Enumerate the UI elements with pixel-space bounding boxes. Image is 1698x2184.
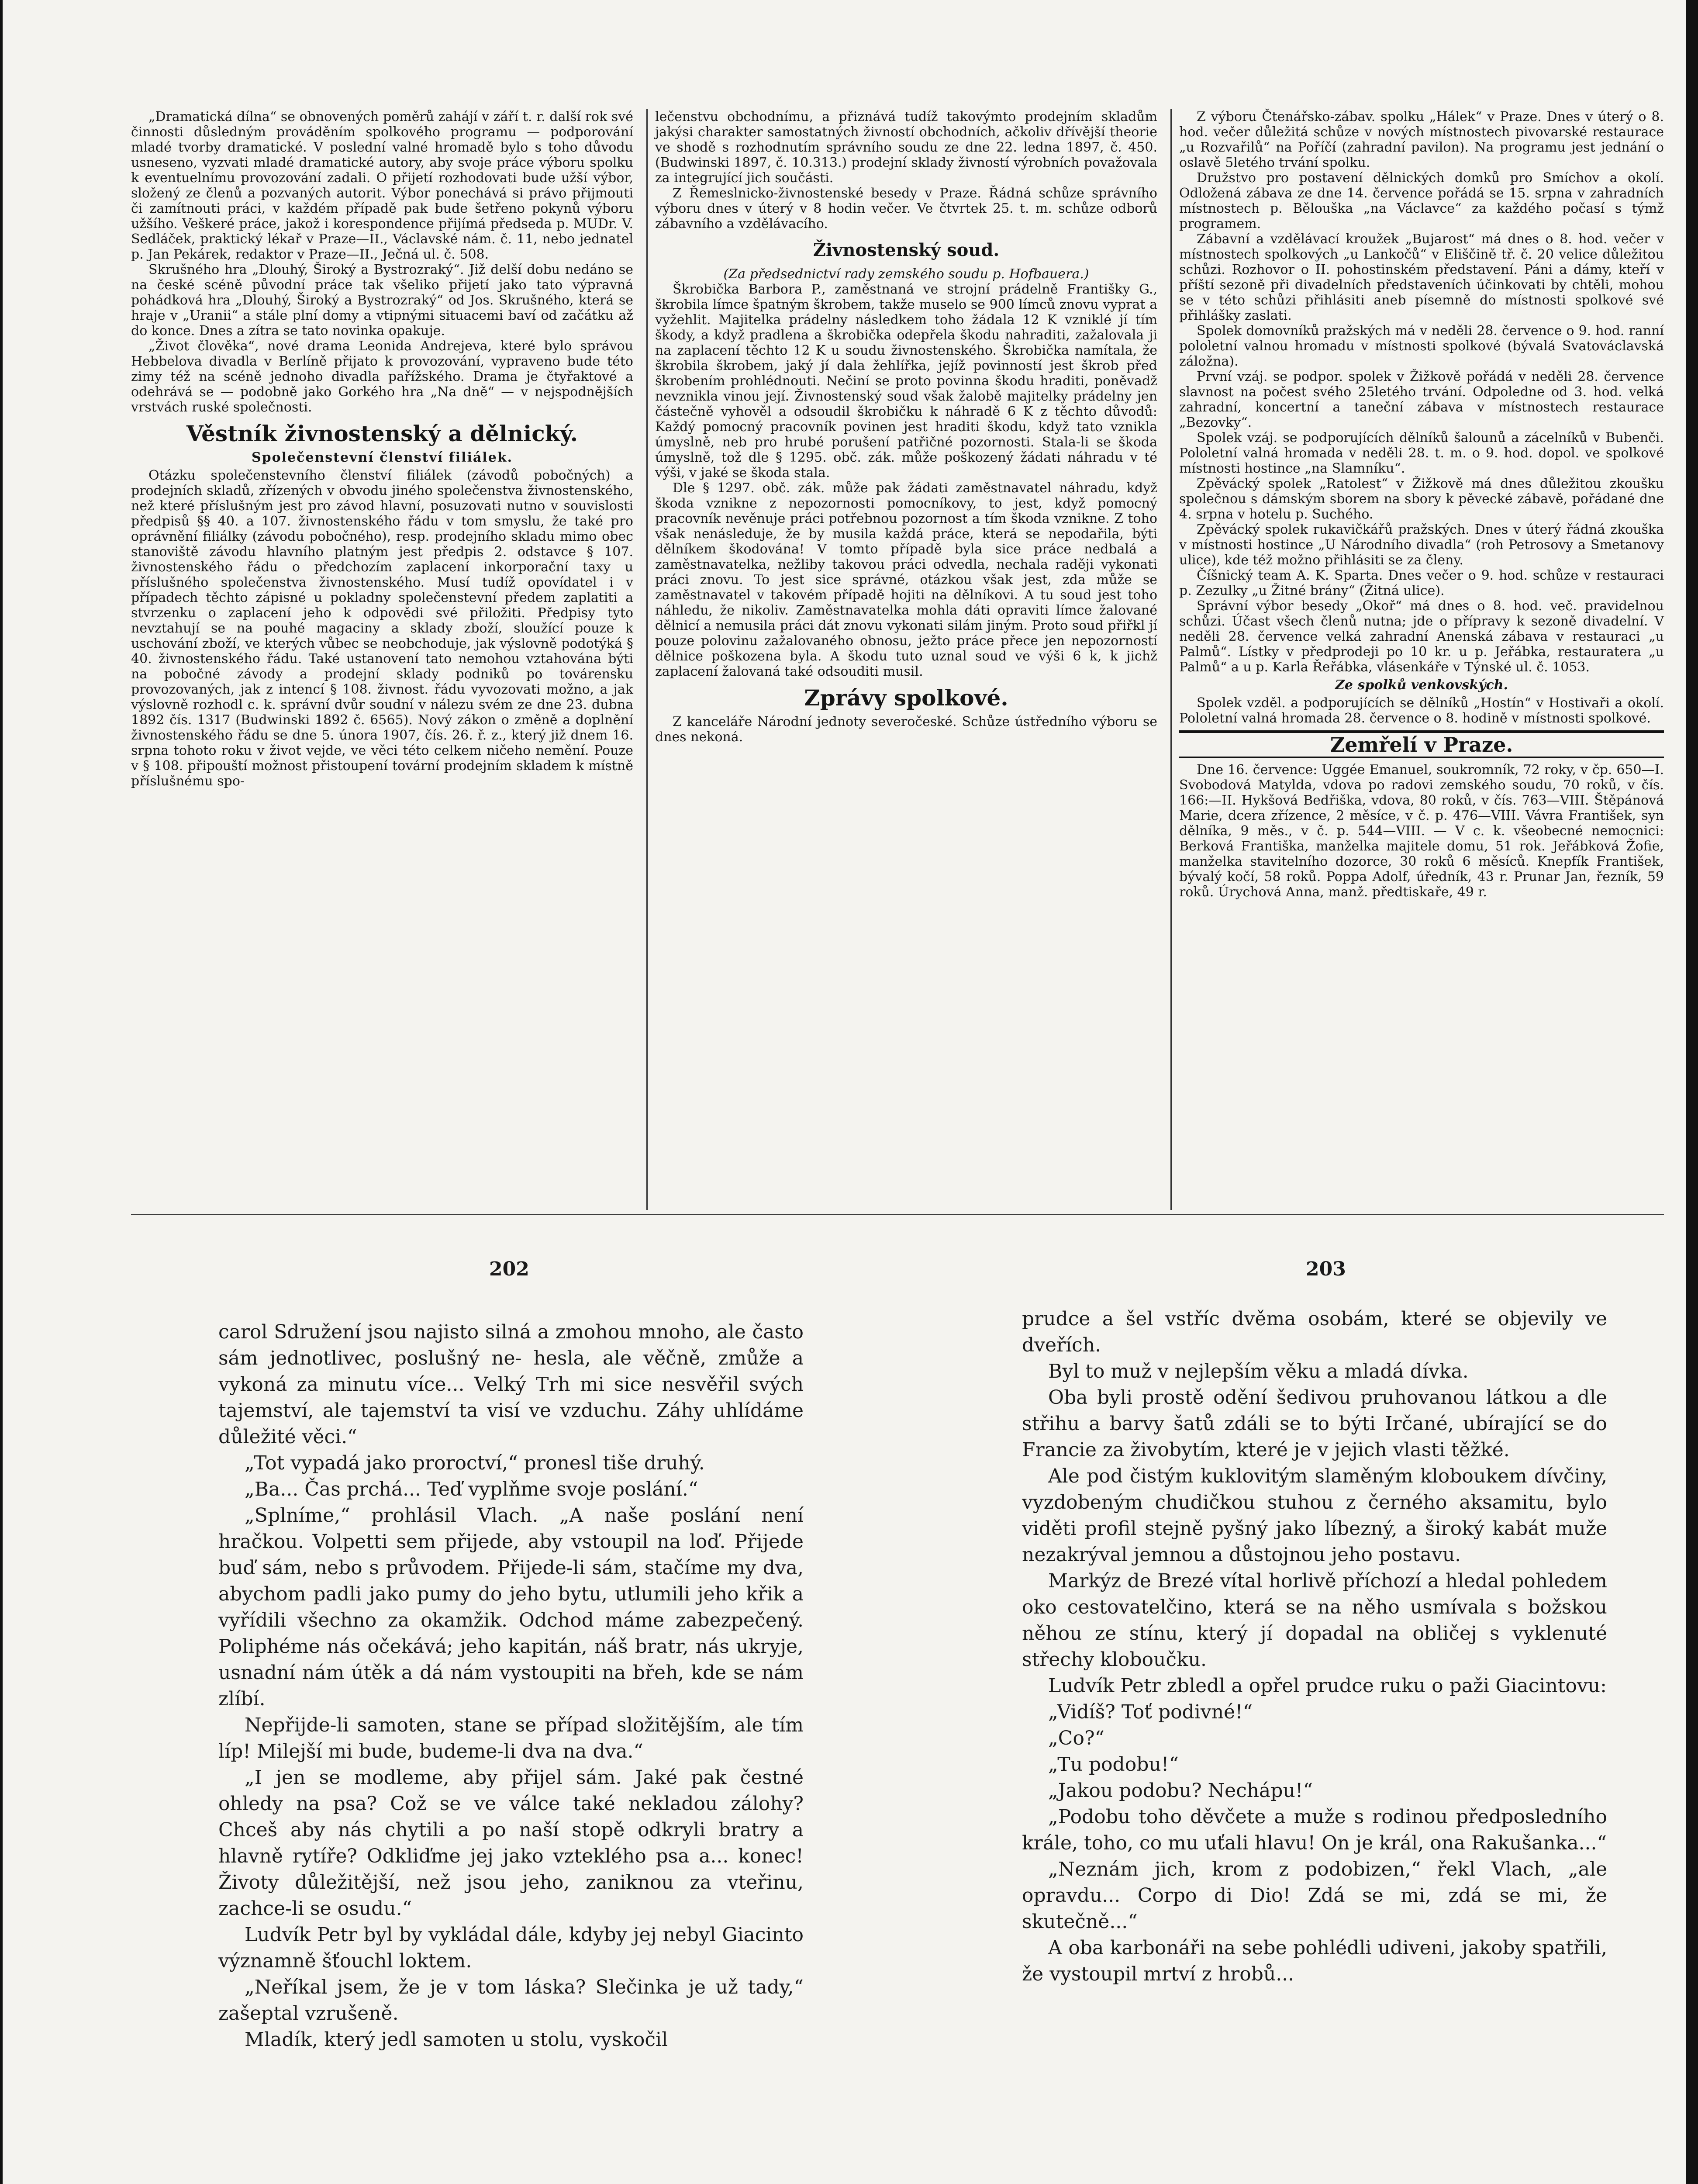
story-paragraph: Ale pod čistým kuklovitým slaměným kloboukem dívčiny, vyzdobeným chudičkou stuhou z černého aksamitu, bylo viděti profil stejně pyšný jako líbezný, a široký kabát muže nezakrýval jemnou a důstojnou jeho postavu. — [1022, 1465, 1607, 1566]
col3-paragraph: Zábavní a vzdělávací kroužek „Bujarost“ má dnes o 8. hod. večer v místnostech spolkových „u Lankočů“ v Eliščině tř. č. 20 velice důležitou schůzi. Rozhovor o II. pohostinském představení. Páni a dámy, kteří v příští sezoně při divadelních představeních účinkovati by chtěli, mohou se v této schůzi přihlásiti aneb písemně do místnosti spolkové své přihlášky zaslati. — [1179, 232, 1664, 323]
story-paragraph: A oba karbonáři na sebe pohlédli udiveni, jakoby spatřili, že vystoupil mrtví z hrobů... — [1022, 1937, 1607, 1985]
story-paragraph: Markýz de Brezé vítal horlivě příchozí a hledal pohledem oko cestovatelčino, která se na něho usmívala s božskou něhou ze stínu, který jí dopadal na obličej s vyklenuté střechy kloboučku. — [1022, 1570, 1607, 1671]
col3-paragraph: Zpěvácký spolek rukavičkářů pražských. Dnes v úterý řádná zkouška v místnosti hostince „U Národního divadla“ (roh Petrosovy a Smetanovy ulice), kde též možno přihlásiti se za členy. — [1179, 522, 1664, 568]
story-paragraph: „Co?“ — [1048, 1727, 1105, 1749]
col3-paragraph: Z výboru Čtenářsko-zábav. spolku „Hálek“ v Praze. Dnes v úterý o 8. hod. večer důležitá schůze v nových místnostech pivovarské restaurace „u Rozvařilů“ na Poříčí (zahradní pavilon). Na programu jest jednání o oslavě 5letého trvání spolku. — [1179, 109, 1664, 170]
deaths-paragraph: Dne 16. července: Uggée Emanuel, soukromník, 72 roky, v čp. 650—I. Svobodová Matylda, vdova po radovi zemského soudu, 70 roků, v čís. 166:—II. Hykšová Bedřiška, vdova, 80 roků, v čís. 763—VIII. Štěpánová Marie, dcera zřízence, 2 měsíce, v č. p. 476—VIII. Vávra František, syn dělníka, 9 měs., v č. p. 544—VIII. — V c. k. všeobecné nemocnici: Berková Františka, manželka majitele domu, 51 rok. Jeřábková Žofie, manželka stavitelního dozorce, 30 roků 6 měsíců. Knepfík František, bývalý kočí, 58 roků. Poppa Adolf, úředník, 43 r. Prunar Jan, řezník, 59 roků. Úrychová Anna, manž. předtiskaře, 49 r. — [1179, 762, 1664, 900]
story-paragraph: prudce a šel vstříc dvěma osobám, které se objevily ve dveřích. — [1022, 1308, 1607, 1356]
col3-paragraph: První vzáj. se podpor. spolek v Žižkově pořádá v neděli 28. července slavnost na počest svého 25letého trvání. Odpoledne od 3. hod. velká zahradní, koncertní a taneční zábava v místnostech restaurace „Bezovky“. — [1179, 369, 1664, 430]
story-paragraph: „Podobu toho děvčete a muže s rodinou předposledního krále, toho, co mu uťali hlavu! On je král, ona Rakušanka...“ — [1022, 1806, 1607, 1854]
story-paragraph: Byl to muž v nejlepším věku a mladá dívka. — [1048, 1360, 1469, 1382]
bottom-rule — [131, 1214, 1664, 1215]
story-paragraph: „Neříkal jsem, že je v tom láska? Slečinka je už tady,“ zašeptal vzrušeně. — [218, 1976, 804, 2025]
page-number-left: 202 — [489, 1258, 529, 1280]
page-edge-left — [0, 0, 3, 2184]
story-left-page — [218, 1319, 804, 2053]
story-paragraph: Oba byli prostě odění šedivou pruhovanou látkou a dle střihu a barvy šatů zdáli se to býti Irčané, ubírající se do Francie za živobytím, které je v jejich vlasti těžké. — [1022, 1386, 1607, 1461]
col3-paragraph: Spolek domovníků pražských má v neděli 28. července o 9. hod. ranní pololetní valnou hromadu v místnosti spolkové (bývalá Svatováclavská záložna). — [1179, 323, 1664, 369]
story-paragraph: Nepřijde-li samoten, stane se případ složitějším, ale tím líp! Milejší mi bude, budeme-li dva na dva.“ — [218, 1714, 804, 1762]
col2-paragraph: lečenstvu obchodnímu, a přiznává tudíž takovýmto prodejním skladům jakýsi charakter samostatných živností obchodních, ačkoliv dřívější theorie ve shodě s rozhodnutím správního soudu ze dne 22. ledna 1897, č. 450. (Budwinski 1897, č. 10.313.) prodejní sklady živností výrobních považovala za integrující jich součásti. — [655, 109, 1157, 186]
section-title-clubs: Zprávy spolkové. — [804, 685, 1008, 711]
story-paragraph: „I jen se modleme, aby přijel sám. Jaké pak čestné ohledy na psa? Což se ve válce také nekladou zálohy? Chceš aby nás chytili a po naší stopě odkryli bratry a hlavně rytíře? Odkliďme jej jako vzteklého psa a... konec! Životy důležitější, než jsou jeho, zaniknou za vteřinu, zachce-li se osudu.“ — [218, 1766, 804, 1920]
story-paragraph: „Tu podobu!“ — [1048, 1753, 1179, 1776]
column-3 — [1179, 109, 1664, 900]
col1-paragraph: „Život člověka“, nové drama Leonida Andrejeva, které bylo správou Hebbelova divadla v Berlíně přijato k provozování, vypraveno bude této zimy též na scéně jednoho divadla pařížského. Drama je čtyřaktové a odehrává se — podobně jako Gorkého hra „Na dně“ — v nejspodnějších vrstvách ruské společnosti. — [131, 339, 633, 415]
sub-head-clenstvi: Společenstevní členství filiálek. — [251, 450, 513, 465]
col3-paragraph: Číšnický team A. K. Sparta. Dnes večer o 9. hod. schůze v restauraci p. Zezulky „u Žitné brány“ (Žitná ulice). — [1179, 568, 1664, 598]
col1-section-paragraph: Otázku společenstevního členství filiálek (závodů pobočných) a prodejních skladů, zřízených v obvodu jiného společenstva živnostenského, než které příslušným jest pro závod hlavní, posuzovati nutno v souvislosti předpisů §§ 40. a 107. živnostenského řádu v tom smyslu, že také pro oprávnění filiálky (závodu pobočného), resp. prodejního skladu mimo obec stanoviště závodu hlavního platným jest předpis 2. odstavce § 107. živnostenského řádu o předchozím zaplacení inkorporační taxy u příslušného společenstva živnostenského. Musí tudíž opovídatel i v případech těchto zápisné u pokladny společenstevní předem zaplatiti a stvrzenku o zaplacení jeho k odpovědi své přiložiti. Předpisy tyto nevztahují se na pouhé magaciny a sklady zboží, sloužící pouze k uschování zboží, ve kterých vůbec se neobchoduje, jak výslovně podotýká § 40. živnostenského řádu. Také ustanovení tato nemohou vztahována býti na pobočné závody a prodejní sklady podniků po továrensku provozovaných, jak z intencí § 108. živnost. řádu vyvozovati možno, a jak výslovně rozhodl c. k. správní dvůr soudní v nálezu svém ze dne 23. dubna 1892 čís. 1317 (Budwinski 1892 č. 6565). Nový zákon o změně a doplnění živnostenského řádu se dne 5. února 1907, čís. 26. ř. z., který již dnem 16. srpna tohoto roku v život vejde, ve věci této celkem ničeho nemění. Pouze v § 108. připouští možnost přistoupení tovární prodejním skladem k místně příslušnému spo- — [131, 468, 633, 789]
story-paragraph: „Ba... Čas prchá... Teď vyplňme svoje poslání.“ — [245, 1478, 698, 1500]
rural-paragraph: Spolek vzděl. a podporujících se dělníků „Hostín“ v Hostivaři a okolí. Pololetní valná hromada 28. července o 8. hodině v místnosti spolkové. — [1179, 695, 1664, 726]
col1-paragraph: „Dramatická dílna“ se obnovených poměrů zahájí v září t. r. další rok své činnosti důsledným prováděním spolkového programu — podporování mladé tvorby dramatické. V poslední valné hromadě bylo s toho důvodu usneseno, vyzvati mladé dramatické autory, aby svoje práce výboru spolku k eventuelnímu provozování zadali. O přijetí rozhodovati bude užší výbor, složený ze členů a pozvaných autorit. Výbor ponechává si právo přijmouti či zamítnouti práci, v každém případě pak bude šetřeno pokynů výboru užšího. Veškeré práce, jakož i korespondence přijímá předseda p. MUDr. V. Sedláček, praktický lékař v Praze—II., Václavské nám. č. 11, nebo jednatel p. Jan Pekárek, redaktor v Praze—II., Ječná ul. č. 508. — [131, 109, 633, 262]
story-right-page — [1022, 1306, 1607, 1987]
clubs-paragraph: Z kanceláře Národní jednoty severočeské. Schůze ústředního výboru se dnes nekoná. — [655, 714, 1157, 745]
page-number-right: 203 — [1306, 1258, 1346, 1280]
column-2 — [655, 109, 1157, 745]
section-title-rural: Ze spolků venkovských. — [1335, 677, 1508, 693]
column-rule — [1170, 109, 1172, 1210]
section-title-vestnik: Věstník živnostenský a dělnický. — [186, 421, 578, 446]
col3-paragraph: Správní výbor besedy „Okoř“ má dnes o 8. hod. več. pravidelnou schůzi. Účast všech členů nutna; jde o přípravy k sezoně divadelní. V neděli 28. července velká zahradní Anenská zábava v restauraci „u Palmů“. Lístky v předprodeji po 10 kr. u p. Jeřábka, restauratera „u Palmů“ a u p. Karla Řeřábka, vlásenkáře v Týnské ul. č. 1053. — [1179, 598, 1664, 675]
court-paragraph: Dle § 1297. obč. zák. může pak žádati zaměstnavatel náhradu, když škoda vznikne z nepozornosti pomocníkovy, to jest, když pomocný pracovník nevěnuje práci potřebnou pozornost a tím škoda vznikne. Z toho však nenásleduje, že by musila každá práce, která se nepodařila, býti dělníkem škodována! V tomto případě byla sice práce nedbalá a zaměstnavatelka, nežliby takovou práci odvedla, nechala raději vykonati práci znovu. To jest sice správné, otázkou však jest, zda může se zaměstnavatel v takovém případě hojiti na dělníkovi. A tu soud jest toho náhledu, že nikoliv. Zaměstnavatelka mohla dáti opraviti límce žalované dělnicí a nemusila práci dát znovu vykonati silám jiným. Proto soud přiřkl jí pouze polovinu zažalovaného obnosu, ježto práce přece jen nepozorností dělnice poškozena byla. A škodu tuto uznal soud ve výši 6 k, k jichž zaplacení žalovaná také odsouditi musil. — [655, 480, 1157, 679]
story-paragraph: carol Sdružení jsou najisto silná a zmohou mnoho, ale často sám jednotlivec, poslušný ne- hesla, ale věčně, zmůže a vykoná za minutu více... Velký Trh mi sice nesvěřil svých tajemství, ale tajemství ta visí ve vzduchu. Záhy uhlídáme důležité věci.“ — [218, 1321, 804, 1448]
story-paragraph: „Neznám jich, krom z podobizen,“ řekl Vlach, „ale opravdu... Corpo di Dio! Zdá se mi, zdá se mi, že skutečně...“ — [1022, 1858, 1607, 1933]
page-edge-right — [1686, 0, 1698, 2184]
story-paragraph: „Jakou podobu? Nechápu!“ — [1048, 1780, 1313, 1802]
col2-paragraph: Z Řemeslnicko-živnostenské besedy v Praze. Řádná schůze správního výboru dnes v úterý v 8 hodin večer. Ve čtvrtek 25. t. m. schůze odborů zábavního a vzdělávacího. — [655, 186, 1157, 232]
col3-paragraph: Spolek vzáj. se podporujících dělníků šalounů a zácelníků v Bubenči. Pololetní valná hromada v neděli 28. t. m. o 9. hod. dopol. ve spolkové místnosti hostince „na Slamníku“. — [1179, 430, 1664, 476]
story-paragraph: „Splníme,“ prohlásil Vlach. „A naše poslání není hračkou. Volpetti sem přijede, aby vstoupil na loď. Přijede buď sám, nebo s průvodem. Přijede-li sám, stačíme my dva, abychom padli jako pumy do jeho bytu, utlumili jeho křik a vyřídili všechno za okamžik. Odchod máme zabezpečený. Poliphéme nás očekává; jeho kapitán, náš bratr, nás ukryje, usnadní nám útěk a dá nám vystoupiti na břeh, kde se nám zlíbí. — [218, 1504, 804, 1710]
col3-paragraph: Zpěvácký spolek „Ratolest“ v Žižkově má dnes důležitou zkoušku společnou s dámským sborem na sbory k pěvecké zábavě, pořádané dne 4. srpna v hotelu p. Suchého. — [1179, 476, 1664, 522]
column-rule — [646, 109, 648, 1210]
story-paragraph: „Vidíš? Toť podivné!“ — [1048, 1701, 1253, 1723]
column-1 — [131, 109, 633, 789]
section-title-deaths: Zemřelí v Praze. — [1179, 730, 1664, 758]
section-title-court: Živnostenský soud. — [813, 240, 1000, 260]
story-paragraph: Mladík, který jedl samoten u stolu, vyskočil — [245, 2028, 668, 2051]
court-paragraph: Škrobička Barbora P., zaměstnaná ve strojní prádelně Františky G., škrobila límce špatným škrobem, takže muselo se 900 límců znovu vyprat a vyžehlit. Majitelka prádelny následkem toho žádala 12 K vzniklé jí tím škody, a když pradlena a škrobička odepřela škodu nahraditi, zažalovala ji na zaplacení těchto 12 K u soudu živnostenského. Škrobička namítala, že škrobila škrobem, jaký jí dala žehlířka, jejíž povinností jest škrob před škrobením prohlédnouti. Nečiní se proto povinna škodu hraditi, poněvadž nevznikla vinou její. Živnostenský soud však žalobě majitelky prádelny jen částečně vyhověl a odsoudil škrobičku k náhradě 6 K z těchto důvodů: Každý pomocný pracovník povinen jest hraditi škodu, když tato vznikla úmyslně, neb pro hrubé porušení patřičné pozornosti. Stala-li se škoda úmyslně, tož dle § 1295. obč. zák. může poškozený žádati náhradu v té výši, v jaké se škoda stala. — [655, 282, 1157, 480]
col1-paragraph: Skrušného hra „Dlouhý, Široký a Bystrozraký“. Již delší dobu nedáno se na české scéně původní práce tak všeliko přijetí jako tato výpravná pohádková hra „Dlouhý, Široký a Bystrozraký“ od Jos. Skrušného, která se hraje v „Uranii“ a stále plní domy a vtipnými situacemi baví od začátku až do konce. Dnes a zítra se tato novinka opakuje. — [131, 262, 633, 339]
story-paragraph: Ludvík Petr byl by vykládal dále, kdyby jej nebyl Giacinto významně šťouchl loktem. — [218, 1924, 804, 1972]
court-subtitle: (Za předsednictví rady zemského soudu p. Hofbauera.) — [723, 266, 1089, 282]
col3-paragraph: Družstvo pro postavení dělnických domků pro Smíchov a okolí. Odložená zábava ze dne 14. července pořádá se 15. srpna v zahradních místnostech p. Bělouška „na Václavce“ za každého počasí s týmž programem. — [1179, 170, 1664, 232]
story-paragraph: Ludvík Petr zbledl a opřel prudce ruku o paži Giacintovu: — [1048, 1675, 1607, 1697]
story-paragraph: „Tot vypadá jako proroctví,“ pronesl tiše druhý. — [245, 1452, 705, 1474]
